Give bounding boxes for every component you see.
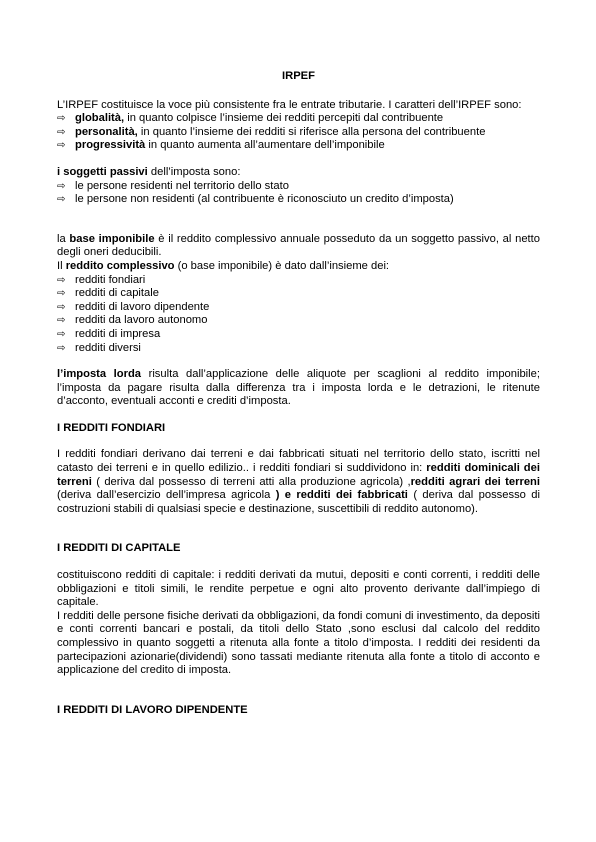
arrow-right-icon: ⇨ — [57, 342, 66, 354]
arrow-right-icon: ⇨ — [57, 274, 66, 286]
arrow-right-icon: ⇨ — [57, 113, 66, 125]
page-title: IRPEF — [282, 70, 315, 82]
soggetti-list — [57, 180, 540, 207]
caratteri-list — [57, 112, 540, 153]
capitale-paragraph-1: costituiscono redditi di capitale: i redditi derivati da mutui, depositi e conti correnti, i redditi delle obbligazioni e titoli simili, le rendite perpetue e ogni alto provento derivante dall’impiego di capitale. — [57, 569, 540, 609]
arrow-right-icon: ⇨ — [57, 288, 66, 300]
arrow-right-icon: ⇨ — [57, 140, 66, 152]
arrow-right-icon: ⇨ — [57, 194, 66, 206]
imposta-lorda-paragraph: l’imposta lorda risulta dall’applicazione delle aliquote per scaglioni al reddito imponibile; l’imposta da pagare risulta dalla differenza tra i imposta lorda e le detrazioni, le ritenute d’acconto, eventuali acconti e crediti d’imposta. — [57, 368, 540, 408]
list-item: ⇨ redditi diversi — [57, 341, 141, 354]
list-item: ⇨ le persone residenti nel territorio dello stato — [57, 179, 289, 192]
soggetti-paragraph: i soggetti passivi dell’imposta sono: — [57, 165, 241, 178]
section-heading-fondiari: I REDDITI FONDIARI — [57, 421, 166, 434]
document-page — [57, 70, 540, 717]
section-heading-capitale: I REDDITI DI CAPITALE — [57, 542, 181, 555]
list-item: ⇨ redditi da lavoro autonomo — [57, 314, 208, 327]
list-item: ⇨ personalità, in quanto l’insieme dei redditi si riferisce alla persona del contribuente — [57, 125, 486, 138]
reddito-paragraph: Il reddito complessivo (o base imponibile) è dato dall’insieme dei: — [57, 259, 390, 272]
arrow-right-icon: ⇨ — [57, 301, 66, 313]
intro-paragraph: L’IRPEF costituisce la voce più consistente fra le entrate tributarie. I caratteri dell’IRPEF sono: — [57, 98, 522, 111]
arrow-right-icon: ⇨ — [57, 315, 66, 327]
base-paragraph: la base imponibile è il reddito complessivo annuale posseduto da un soggetto passivo, al netto degli oneri deducibili. — [57, 232, 540, 259]
capitale-paragraph-2: I redditi delle persone fisiche derivati da obbligazioni, da fondi comuni di investimento, da depositi e conti correnti bancari e postali, da titoli dello Stato ,sono esclusi dal calcolo del reddito complessivo in quanto soggetti a ritenuta alla fonte a titolo d’imposta. I redditi dei residenti da partecipazioni azionarie(dividendi) sono tassati mediante ritenuta alla fonte a titolo di acconto e applicazione del credito di imposta. — [57, 609, 540, 677]
list-item: ⇨ redditi di capitale — [57, 287, 159, 300]
arrow-right-icon: ⇨ — [57, 328, 66, 340]
list-item: ⇨ globalità, in quanto colpisce l’insieme dei redditi percepiti dal contribuente — [57, 112, 444, 125]
list-item: ⇨ le persone non residenti (al contribuente è riconosciuto un credito d’imposta) — [57, 193, 454, 206]
arrow-right-icon: ⇨ — [57, 180, 66, 192]
list-item: ⇨ redditi di impresa — [57, 327, 161, 340]
arrow-right-icon: ⇨ — [57, 126, 66, 138]
section-heading-dipendente: I REDDITI DI LAVORO DIPENDENTE — [57, 703, 248, 716]
list-item: ⇨ redditi di lavoro dipendente — [57, 300, 210, 313]
fondiari-paragraph: I redditi fondiari derivano dai terreni e dai fabbricati situati nel territorio dello stato, iscritti nel catasto dei terreni e in quello edilizio.. i redditi fondiari si suddividono in: redditi dominicali dei terreni ( deriva dal possesso di terreni atti alla produzione agricola) ,redditi agrari dei terreni (deriva dall’esercizio dell’impresa agricola ) e redditi dei fabbricati ( deriva dal possesso di costruzioni stabili di qualsiasi specie e destinazione, suscettibili di reddito autonomo). — [57, 448, 540, 515]
list-item: ⇨ redditi fondiari — [57, 273, 146, 286]
list-item: ⇨ progressività in quanto aumenta all’aumentare dell’imponibile — [57, 139, 385, 152]
redditi-list — [57, 274, 540, 356]
